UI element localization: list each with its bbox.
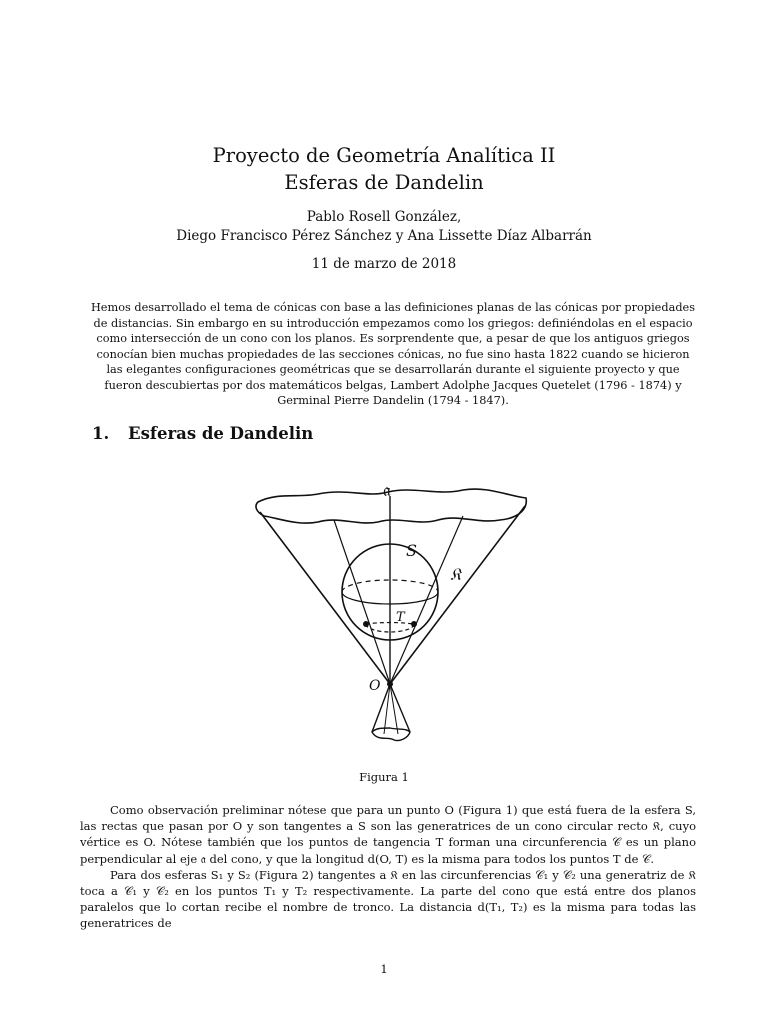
figure-dandelin-cone [238, 462, 548, 762]
section-heading [92, 424, 313, 443]
lower-cone-right [390, 684, 410, 732]
page-number: 1 [380, 962, 388, 976]
cone-sphere-diagram [238, 462, 548, 762]
document-title-line1: Proyecto de Geometría Analítica II [212, 144, 556, 167]
cone-generatrix-right [390, 506, 525, 684]
label-tangent: T [396, 610, 405, 625]
label-vertex: O [369, 678, 381, 694]
figure-caption: Figura 1 [359, 770, 409, 784]
label-axis: 𝔞 [383, 480, 391, 501]
label-cone: 𝔎 [450, 565, 462, 585]
body-paragraph-2: Para dos esferas S₁ y S₂ (Figura 2) tangentes a 𝔎 en las circunferencias 𝒞₁ y 𝒞₂ una generatriz de 𝔎 toca a 𝒞₁ y 𝒞₂ en los puntos T₁ y T₂ respectivamente. La parte del cono que está entre dos planos paralelos que lo cortan recibe el nombre de tronco. La distancia d(T₁, T₂) es la misma para todas las generatrices de [80, 867, 696, 931]
section-number: 1. [92, 424, 110, 443]
tangency-point-left [363, 621, 369, 627]
tangency-point-right [411, 621, 417, 627]
lower-cone-inner-right [390, 684, 398, 734]
authors [0, 208, 768, 246]
cone-generatrix-left [260, 512, 390, 684]
abstract: Hemos desarrollado el tema de cónicas con base a las definiciones planas de las cónicas por propiedades de distancias. Sin embargo en su introducción empezamos como los griegos: definiéndolas en el espacio como intersección de un cono con los planos. Es sorprendente que, a pesar de que los antiguos griegos conocían bien muchas propiedades de las secciones cónicas, no fue sino hasta 1822 cuando se hicieron las elegantes configuraciones geométricas que se desarrollarán durante el siguiente proyecto y que fueron descubiertas por dos matemáticos belgas, Lambert Adolphe Jacques Quetelet (1796 - 1874) y Germinal Pierre Dandelin (1794 - 1847). [90, 301, 696, 407]
body-text [80, 802, 696, 932]
document-date: 11 de marzo de 2018 [311, 256, 457, 272]
authors-line2: Diego Francisco Pérez Sánchez y Ana Lissette Díaz Albarrán [176, 228, 592, 244]
label-sphere: S [406, 541, 417, 560]
document-title-line2: Esferas de Dandelin [284, 171, 484, 194]
body-paragraph-1: Como observación preliminar nótese que para un punto O (Figura 1) que está fuera de la esfera S, las rectas que pasan por O y son tangentes a S son las generatrices de un cono circular recto 𝔎, cuyo vértice es O. Nótese también que los puntos de tangencia T forman una circunferencia 𝒞 es un plano perpendicular al eje 𝔞 del cono, y que la longitud d(O, T) es la misma para todos los puntos T de 𝒞. [80, 803, 696, 866]
section-title: Esferas de Dandelin [128, 424, 314, 443]
authors-line1: Pablo Rosell González, [306, 209, 462, 225]
lower-cone-rim [372, 728, 410, 741]
cone-rim [256, 489, 526, 523]
